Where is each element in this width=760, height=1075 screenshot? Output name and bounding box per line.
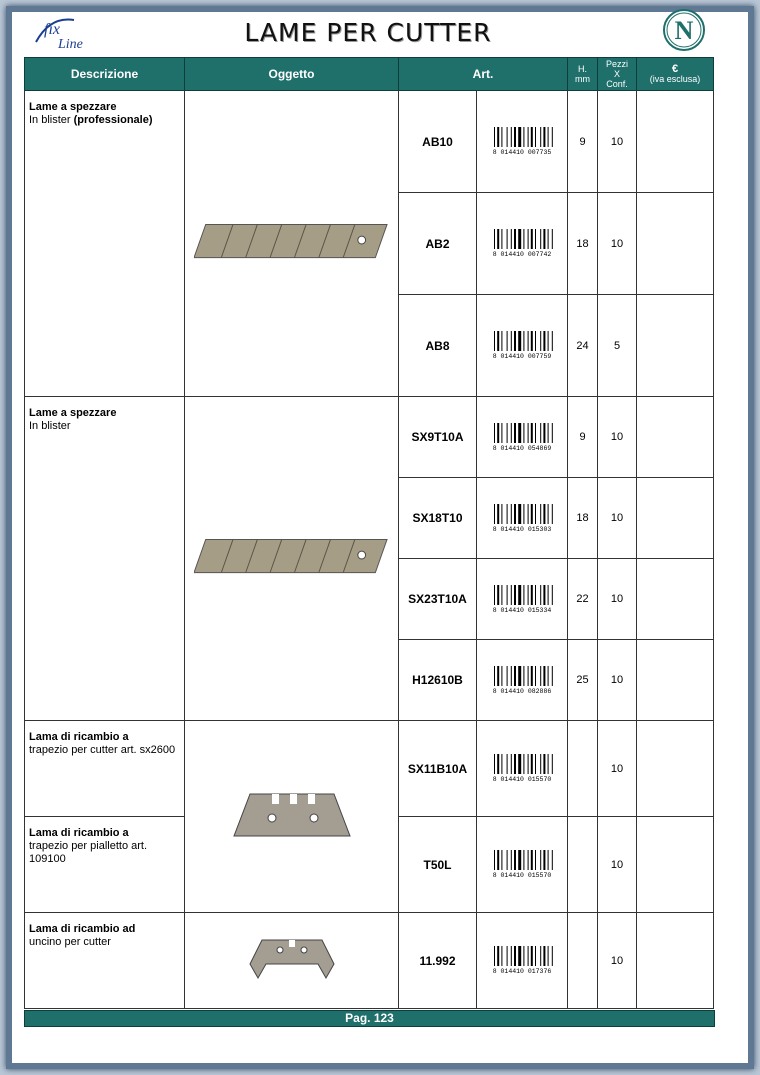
barcode	[477, 721, 568, 817]
description-subtitle-bold: (professionale)	[73, 114, 153, 126]
height-mm: 24	[568, 295, 598, 397]
barcode	[477, 193, 568, 295]
svg-text:fix: fix	[44, 21, 60, 38]
barcode-number: 8 014410 017376	[492, 968, 552, 974]
description-subtitle: uncino per cutter	[29, 936, 111, 948]
pieces-per-pack: 10	[598, 478, 637, 559]
description-cell	[25, 91, 185, 397]
col-descrizione: Descrizione	[25, 58, 185, 91]
price-cell	[637, 478, 714, 559]
description-cell	[25, 817, 185, 913]
product-table	[24, 57, 714, 1009]
pieces-per-pack: 10	[598, 913, 637, 1009]
price-cell	[637, 817, 714, 913]
height-mm	[568, 913, 598, 1009]
pieces-per-pack: 5	[598, 295, 637, 397]
description-title: Lama di ricambio a	[29, 731, 129, 743]
article-code: SX23T10A	[399, 559, 477, 640]
price-cell	[637, 640, 714, 721]
price-cell	[637, 559, 714, 640]
pieces-per-pack: 10	[598, 91, 637, 193]
table-row	[25, 721, 714, 817]
description-cell	[25, 721, 185, 817]
svg-text:Line: Line	[58, 37, 83, 52]
snap-off-blade-image	[194, 222, 389, 262]
barcode	[477, 91, 568, 193]
page-number: Pag. 123	[24, 1010, 715, 1027]
barcode	[477, 640, 568, 721]
height-mm: 9	[568, 397, 598, 478]
barcode-number: 8 014410 007742	[492, 251, 552, 257]
pieces-per-pack: 10	[598, 817, 637, 913]
col-pezzi: Pezzi X Conf.	[598, 58, 637, 91]
col-h-mm: H. mm	[568, 58, 598, 91]
article-code: AB2	[399, 193, 477, 295]
barcode-number: 8 014410 082886	[492, 687, 552, 694]
description-subtitle: In blister	[29, 114, 74, 126]
pieces-per-pack: 10	[598, 640, 637, 721]
price-cell	[637, 913, 714, 1009]
barcode-number: 8 014410 054869	[492, 444, 552, 451]
object-image-cell	[185, 721, 399, 913]
page-title: LAME PER CUTTER	[244, 18, 492, 47]
description-cell	[25, 397, 185, 721]
barcode	[477, 817, 568, 913]
col-euro: € (iva esclusa)	[637, 58, 714, 91]
article-code: AB8	[399, 295, 477, 397]
price-cell	[637, 397, 714, 478]
table-row	[25, 397, 714, 478]
barcode-number: 8 014410 015570	[492, 776, 552, 782]
hook-blade-image	[242, 934, 342, 984]
height-mm: 9	[568, 91, 598, 193]
object-image-cell	[185, 913, 399, 1009]
price-cell	[637, 295, 714, 397]
barcode-number: 8 014410 007759	[492, 353, 552, 359]
pieces-per-pack: 10	[598, 193, 637, 295]
height-mm: 22	[568, 559, 598, 640]
article-code: 11.992	[399, 913, 477, 1009]
price-cell	[637, 91, 714, 193]
table-row	[25, 913, 714, 1009]
badge-letter: N	[674, 16, 694, 45]
trapezoid-blade-image	[232, 790, 352, 840]
description-title: Lama di ricambio a	[29, 827, 129, 839]
description-title: Lame a spezzare	[29, 101, 117, 113]
page-header	[24, 4, 712, 62]
barcode-number: 8 014410 007735	[492, 149, 552, 155]
pieces-per-pack: 10	[598, 397, 637, 478]
article-code: SX9T10A	[399, 397, 477, 478]
col-art: Art.	[399, 58, 568, 91]
article-code: T50L	[399, 817, 477, 913]
article-code: H12610B	[399, 640, 477, 721]
table-row	[25, 91, 714, 193]
article-code: SX18T10	[399, 478, 477, 559]
price-cell	[637, 721, 714, 817]
object-image-cell	[185, 91, 399, 397]
height-mm: 25	[568, 640, 598, 721]
barcode	[477, 559, 568, 640]
description-subtitle: trapezio per cutter art. sx2600	[29, 744, 176, 756]
barcode	[477, 478, 568, 559]
col-oggetto: Oggetto	[185, 58, 399, 91]
n-badge-icon	[662, 8, 706, 52]
barcode-number: 8 014410 015570	[492, 872, 552, 878]
height-mm	[568, 817, 598, 913]
barcode-number: 8 014410 015334	[492, 606, 552, 613]
pieces-per-pack: 10	[598, 721, 637, 817]
price-cell	[637, 193, 714, 295]
article-code: SX11B10A	[399, 721, 477, 817]
description-subtitle: trapezio per pialletto art. 109100	[29, 840, 148, 865]
barcode-number: 8 014410 015303	[492, 525, 552, 532]
article-code: AB10	[399, 91, 477, 193]
height-mm: 18	[568, 478, 598, 559]
object-image-cell	[185, 397, 399, 721]
barcode	[477, 295, 568, 397]
table-header-row	[25, 58, 714, 91]
height-mm	[568, 721, 598, 817]
description-title: Lama di ricambio ad	[29, 923, 136, 935]
description-title: Lame a spezzare	[29, 407, 117, 419]
height-mm: 18	[568, 193, 598, 295]
snap-off-blade-image	[194, 537, 389, 577]
description-subtitle: In blister	[29, 420, 71, 432]
barcode	[477, 397, 568, 478]
description-cell	[25, 913, 185, 1009]
barcode	[477, 913, 568, 1009]
pieces-per-pack: 10	[598, 559, 637, 640]
